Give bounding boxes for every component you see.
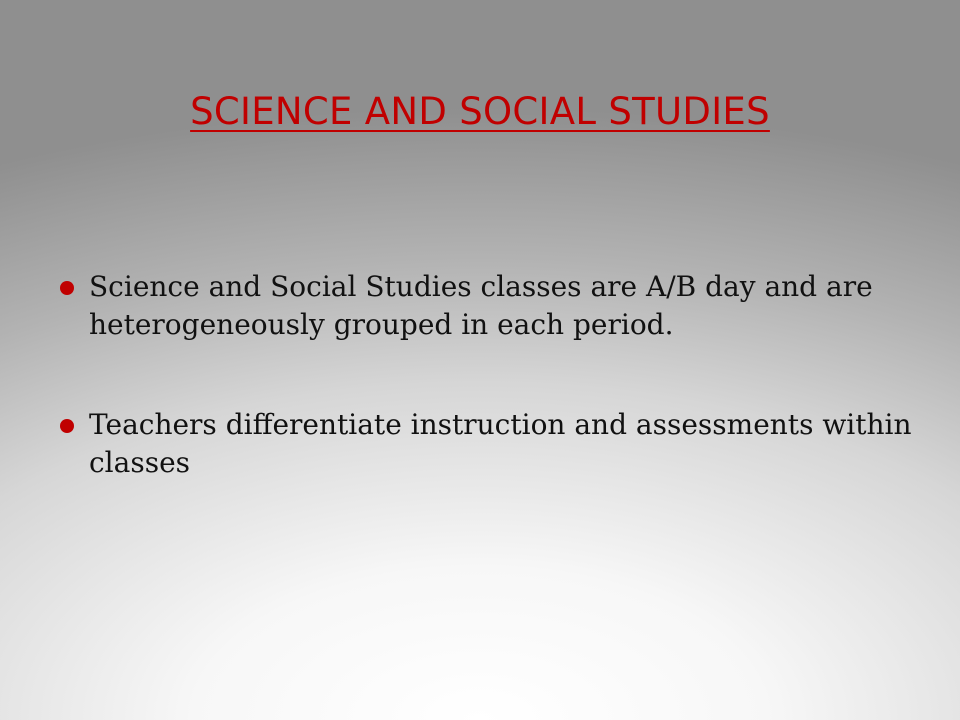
bullet-dot-icon	[60, 419, 74, 433]
bullet-item	[60, 406, 920, 482]
bullet-text: Science and Social Studies classes are A/B day and are heterogeneously grouped in each period.	[89, 270, 873, 341]
bullet-dot-icon	[60, 281, 74, 295]
bullet-text: Teachers differentiate instruction and assessments within classes	[89, 408, 912, 479]
bullet-item	[60, 268, 920, 344]
slide-title: SCIENCE AND SOCIAL STUDIES	[190, 90, 770, 133]
bullet-list	[60, 268, 920, 544]
